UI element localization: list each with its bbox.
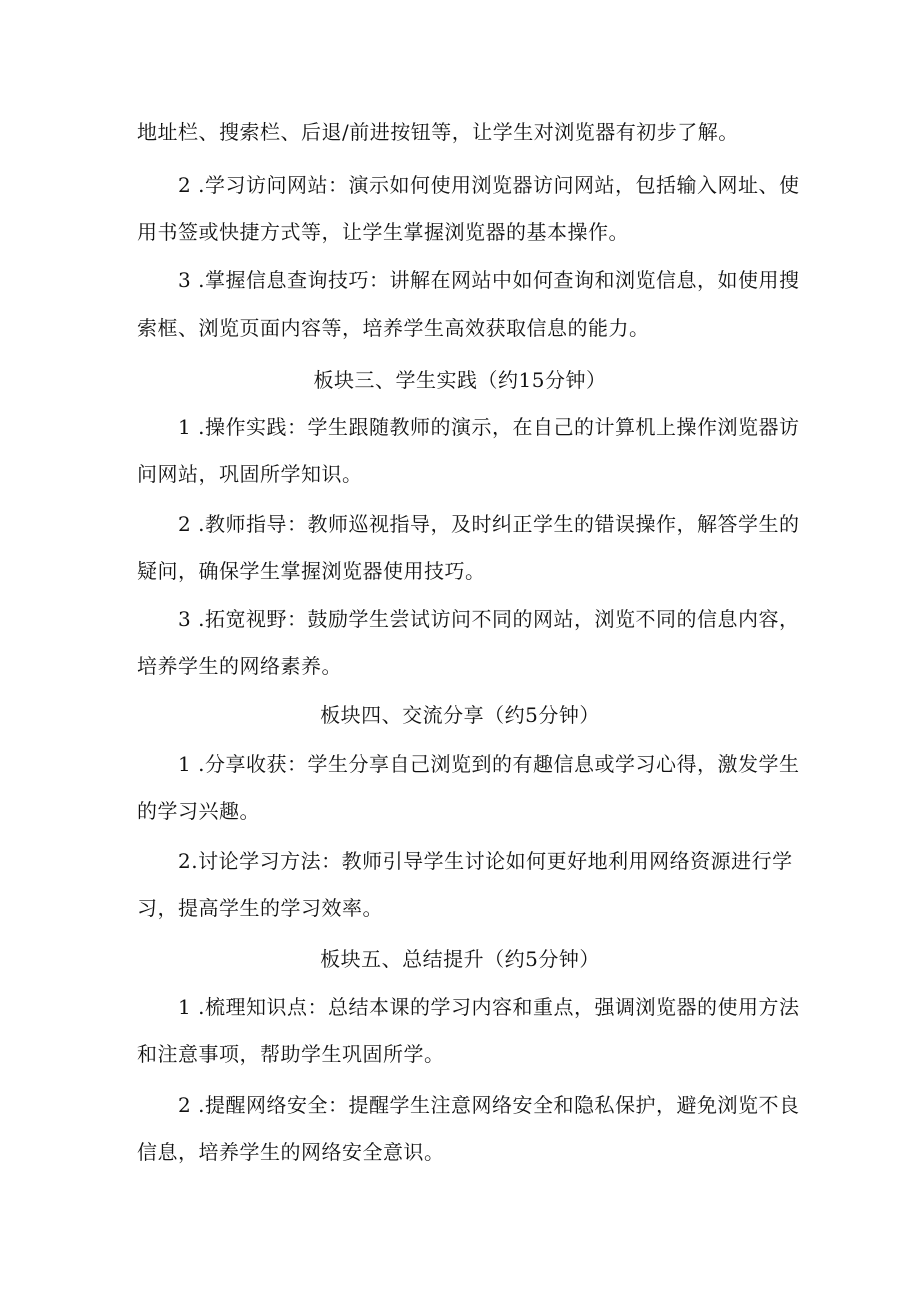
list-item-line: 用书签或快捷方式等，让学生掌握浏览器的基本操作。	[137, 220, 629, 244]
section-heading: 板块五、总结提升（约5分钟）	[320, 947, 600, 971]
section-heading: 板块四、交流分享（约5分钟）	[320, 703, 600, 727]
list-item-line: 2.讨论学习方法：教师引导学生讨论如何更好地利用网络资源进行学	[178, 849, 793, 873]
list-item-line: 2 .教师指导：教师巡视指导，及时纠正学生的错误操作，解答学生的	[178, 512, 800, 536]
list-item-line: 2 .学习访问网站：演示如何使用浏览器访问网站，包括输入网址、使	[178, 173, 800, 197]
section-heading: 板块三、学生实践（约15分钟）	[313, 368, 607, 392]
list-item-line: 索框、浏览页面内容等，培养学生高效获取信息的能力。	[137, 316, 650, 340]
list-item-line: 疑问，确保学生掌握浏览器使用技巧。	[137, 559, 486, 583]
list-item-line: 培养学生的网络素养。	[137, 654, 342, 678]
list-item-line: 和注意事项，帮助学生巩固所学。	[137, 1042, 445, 1066]
paragraph-line: 地址栏、搜索栏、后退/前进按钮等，让学生对浏览器有初步了解。	[137, 120, 739, 144]
list-item-line: 1 .分享收获：学生分享自己浏览到的有趣信息或学习心得，激发学生	[178, 752, 800, 776]
list-item-line: 1 .操作实践：学生跟随教师的演示，在自己的计算机上操作浏览器访	[178, 415, 800, 439]
list-item-line: 习，提高学生的学习效率。	[137, 896, 383, 920]
list-item-line: 3 .掌握信息查询技巧：讲解在网站中如何查询和浏览信息，如使用搜	[178, 268, 800, 292]
list-item-line: 1 .梳理知识点：总结本课的学习内容和重点，强调浏览器的使用方法	[178, 995, 800, 1019]
list-item-line: 信息，培养学生的网络安全意识。	[137, 1140, 445, 1164]
list-item-line: 2 .提醒网络安全：提醒学生注意网络安全和隐私保护，避免浏览不良	[178, 1093, 800, 1117]
list-item-line: 的学习兴趣。	[137, 799, 260, 823]
list-item-line: 3 .拓宽视野：鼓励学生尝试访问不同的网站，浏览不同的信息内容，	[178, 607, 800, 631]
list-item-line: 问网站，巩固所学知识。	[137, 462, 363, 486]
